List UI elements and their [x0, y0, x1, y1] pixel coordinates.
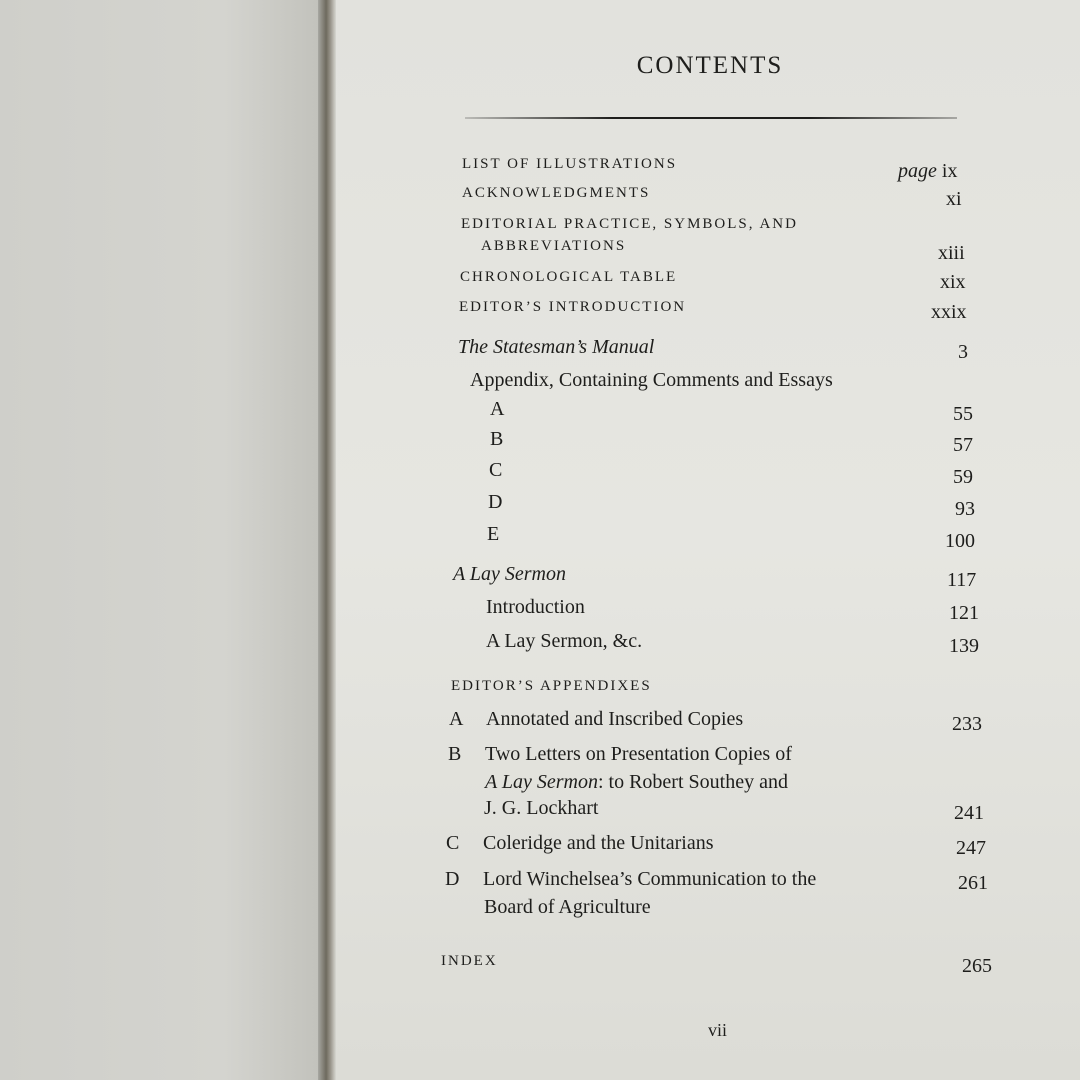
- editors-appendix-page-d: 261: [958, 872, 988, 894]
- appendix-page-c: 59: [953, 466, 973, 488]
- editors-appendix-page-c: 247: [956, 837, 986, 859]
- appendix-page-e: 100: [945, 530, 975, 552]
- editors-appendix-title-b-line2: [485, 771, 788, 794]
- page-label: page: [898, 160, 937, 182]
- page-number: ix: [941, 160, 958, 182]
- editors-appendix-page-a: 233: [952, 713, 982, 735]
- editors-appendix-title-a: Annotated and Inscribed Copies: [486, 708, 744, 730]
- toc-entry-appendix: Appendix, Containing Comments and Essays: [470, 369, 833, 391]
- line2-rest: : to Robert Southey and: [597, 771, 788, 793]
- appendix-page-d: 93: [955, 498, 975, 520]
- editors-appendix-title-d-line2: Board of Agriculture: [484, 896, 651, 918]
- page-folio: vii: [708, 1020, 728, 1040]
- appendix-page-a: 55: [953, 403, 973, 425]
- toc-page-statesmans-manual: 3: [958, 341, 968, 363]
- toc-entry-editorial-practice-cont: ABBREVIATIONS: [481, 238, 627, 254]
- toc-entry-lay-sermon: A Lay Sermon: [453, 563, 566, 585]
- appendix-letter-e: E: [487, 523, 500, 545]
- editors-appendix-letter-a: A: [449, 708, 464, 730]
- appendix-letter-a: A: [490, 398, 505, 420]
- toc-entry-list-of-illustrations: LIST OF ILLUSTRATIONS: [462, 156, 678, 172]
- toc-entry-index: INDEX: [441, 953, 498, 969]
- toc-page-index: 265: [962, 955, 992, 977]
- editors-appendix-letter-d: D: [445, 868, 460, 890]
- editors-appendix-title-b-line3: J. G. Lockhart: [484, 797, 599, 819]
- toc-page-chronological-table: xix: [940, 271, 966, 293]
- title-rule: [465, 117, 957, 119]
- editors-appendix-letter-b: B: [448, 743, 462, 765]
- toc-page-introduction: 121: [949, 602, 979, 624]
- editors-appendix-title-b-line1: Two Letters on Presentation Copies of: [485, 743, 792, 765]
- toc-entry-introduction: Introduction: [486, 596, 585, 618]
- toc-page-lay-sermon: 117: [947, 569, 977, 591]
- toc-page-editorial-practice: xiii: [938, 242, 965, 264]
- toc-page-list-of-illustrations: [898, 160, 957, 183]
- section-heading-editors-appendixes: EDITOR’S APPENDIXES: [451, 678, 652, 694]
- toc-entry-editors-introduction: EDITOR’S INTRODUCTION: [459, 299, 687, 315]
- appendix-letter-d: D: [488, 491, 503, 513]
- editors-appendix-title-d-line1: Lord Winchelsea’s Communication to the: [483, 868, 817, 890]
- appendix-letter-c: C: [489, 459, 503, 481]
- appendix-page-b: 57: [953, 434, 973, 456]
- book-gutter: [318, 0, 336, 1080]
- toc-entry-statesmans-manual: The Statesman’s Manual: [458, 336, 655, 358]
- toc-page-lay-sermon-etc: 139: [949, 635, 979, 657]
- page-title: CONTENTS: [636, 52, 784, 79]
- toc-entry-lay-sermon-etc: A Lay Sermon, &c.: [486, 630, 643, 652]
- editors-appendix-letter-c: C: [446, 832, 460, 854]
- toc-page-acknowledgments: xi: [946, 188, 962, 210]
- appendix-letter-b: B: [490, 428, 504, 450]
- toc-page-editors-introduction: xxix: [931, 301, 967, 323]
- italic-title-lay-sermon: A Lay Sermon: [485, 771, 598, 793]
- toc-entry-editorial-practice: EDITORIAL PRACTICE, SYMBOLS, AND: [461, 216, 798, 232]
- toc-entry-acknowledgments: ACKNOWLEDGMENTS: [462, 185, 651, 201]
- left-page: [0, 0, 320, 1080]
- editors-appendix-page-b: 241: [954, 802, 984, 824]
- editors-appendix-title-c: Coleridge and the Unitarians: [483, 832, 714, 854]
- toc-entry-chronological-table: CHRONOLOGICAL TABLE: [460, 269, 678, 285]
